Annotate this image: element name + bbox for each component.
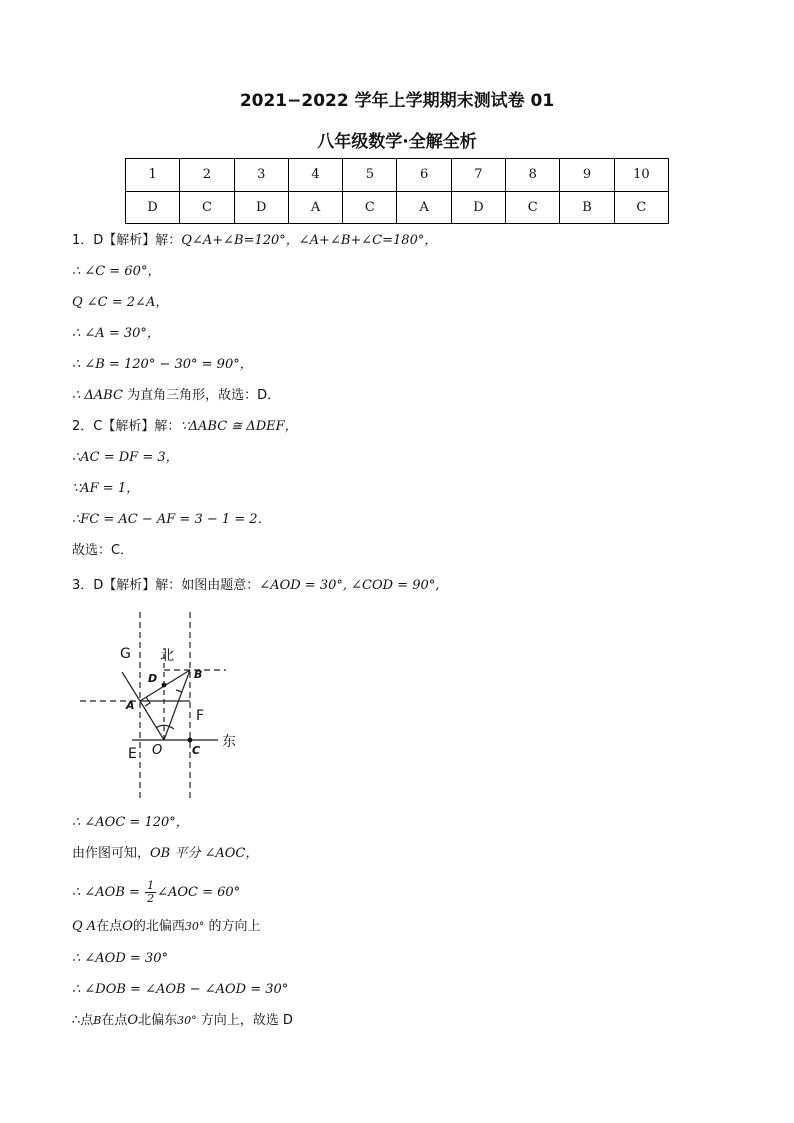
question-number: 8 (506, 159, 560, 192)
solution-2-line-3: ∵AF = 1， (72, 481, 140, 496)
solution-2-line-1 (72, 418, 298, 436)
solution-3-line-6: ∴ ∠AOD = 30° (72, 951, 168, 966)
answer-cell: C (343, 191, 397, 224)
segment-ob (164, 670, 190, 740)
solution-3-line-4 (72, 880, 240, 905)
solution-2-line-5: 故选：C． (72, 543, 134, 558)
exam-title: 2021−2022 学年上学期期末测试卷 01 (239, 91, 555, 111)
solution-2-heading: 2．C【解析】解： (72, 419, 181, 434)
solution-1-line-1 (72, 232, 437, 250)
text-at-point-2: 在点 (101, 1013, 128, 1028)
solution-1-line-5: ∴ ∠B = 120° − 30° = 90°， (72, 357, 253, 372)
answer-cell: C (180, 191, 234, 224)
answer-cell: D (234, 191, 288, 224)
answer-table-answer-row (126, 191, 669, 224)
question-number: 9 (560, 159, 614, 192)
question-number: 1 (126, 159, 180, 192)
text-direction: 的方向上 (208, 919, 261, 934)
point-d (162, 683, 167, 688)
label-f: F (196, 708, 205, 724)
solution-3-aob-lhs: ∴ ∠AOB = (72, 885, 140, 900)
label-o: O (152, 743, 163, 758)
angle-arc (156, 725, 174, 729)
solution-3-line-7: ∴ ∠DOB = ∠AOB − ∠AOD = 30° (72, 982, 289, 997)
point-c (188, 738, 193, 743)
solution-3-line-8 (72, 1012, 293, 1030)
question-number: 4 (288, 159, 342, 192)
solution-3-given: ∠AOD = 30°, ∠COD = 90°, (259, 578, 440, 593)
text-therefore-point: ∴点 (72, 1013, 94, 1028)
solution-1-formula: Q∠A+∠B=120°，∠A+∠B+∠C=180°， (181, 233, 438, 248)
label-a: A (126, 699, 135, 712)
question-number: 6 (397, 159, 451, 192)
point-a-ref: Q A (72, 919, 97, 934)
fraction-one-half (145, 880, 156, 905)
solution-1-line-2: ∴ ∠C = 60°， (72, 264, 161, 279)
segment-oa (140, 701, 164, 740)
question-number: 3 (234, 159, 288, 192)
answer-cell: B (560, 191, 614, 224)
text-north-west: 的北偏西 (132, 919, 185, 934)
exam-subtitle: 八年级数学·全解全析 (317, 132, 477, 152)
answer-cell: D (126, 191, 180, 224)
answer-table-number-row (126, 159, 669, 192)
fraction-denominator: 2 (147, 892, 155, 905)
solution-1-line-3: Q ∠C = 2∠A， (72, 295, 169, 310)
tick-mark (176, 690, 182, 692)
solution-2-line-4: ∴FC = AC − AF = 3 − 1 = 2． (72, 512, 271, 527)
solution-3-line-3 (72, 845, 258, 863)
question-number: 5 (343, 159, 397, 192)
direction-figure (72, 608, 252, 804)
solution-3-heading: 3．D【解析】解：如图由题意： (72, 578, 260, 593)
solution-3-line-1 (72, 577, 439, 595)
solution-1-heading: 1．D【解析】解： (72, 233, 182, 248)
triangle-abc: ∴ ΔABC (72, 388, 123, 403)
ray-og (122, 672, 140, 701)
question-number: 2 (180, 159, 234, 192)
question-number: 10 (614, 159, 668, 192)
solution-3-conclusion: 方向上，故选 D (200, 1013, 293, 1028)
solution-3-line-5 (72, 918, 261, 936)
label-c: C (192, 744, 201, 757)
solution-1-conclusion: 为直角三角形，故选：D． (127, 388, 281, 403)
answer-cell: A (288, 191, 342, 224)
point-o-ref: O (122, 919, 133, 934)
solution-1-line-6 (72, 387, 280, 405)
angle-value-2: 30° (177, 1014, 197, 1027)
answer-cell: D (451, 191, 505, 224)
solution-1-line-4: ∴ ∠A = 30°， (72, 326, 160, 341)
fraction-numerator: 1 (147, 879, 155, 892)
solution-3-aob-rhs: ∠AOC = 60° (157, 885, 241, 900)
point-o-ref-2: O (127, 1013, 139, 1028)
solution-2-congruence: ∵ΔABC ≅ ΔDEF， (180, 419, 298, 434)
solution-3-construction-note: 由作图可知， (72, 846, 151, 861)
label-d: D (148, 672, 158, 685)
label-north: 北 (160, 648, 174, 664)
solution-3-line-2: ∴ ∠AOC = 120°， (72, 815, 189, 830)
point-b-ref: B (93, 1014, 102, 1027)
question-number: 7 (451, 159, 505, 192)
text-north-east: 北偏东 (138, 1013, 178, 1028)
label-b: B (194, 668, 203, 681)
text-at-point: 在点 (96, 919, 123, 934)
label-e: E (128, 746, 137, 762)
label-g: G (120, 646, 131, 662)
answer-cell: A (397, 191, 451, 224)
answer-table (125, 158, 669, 224)
answer-cell: C (614, 191, 668, 224)
label-east: 东 (222, 734, 236, 750)
answer-cell: C (506, 191, 560, 224)
angle-value: 30° (184, 920, 205, 933)
solution-2-line-2: ∴AC = DF = 3， (72, 450, 179, 465)
solution-3-bisector: OB 平分 ∠AOC， (150, 846, 259, 861)
